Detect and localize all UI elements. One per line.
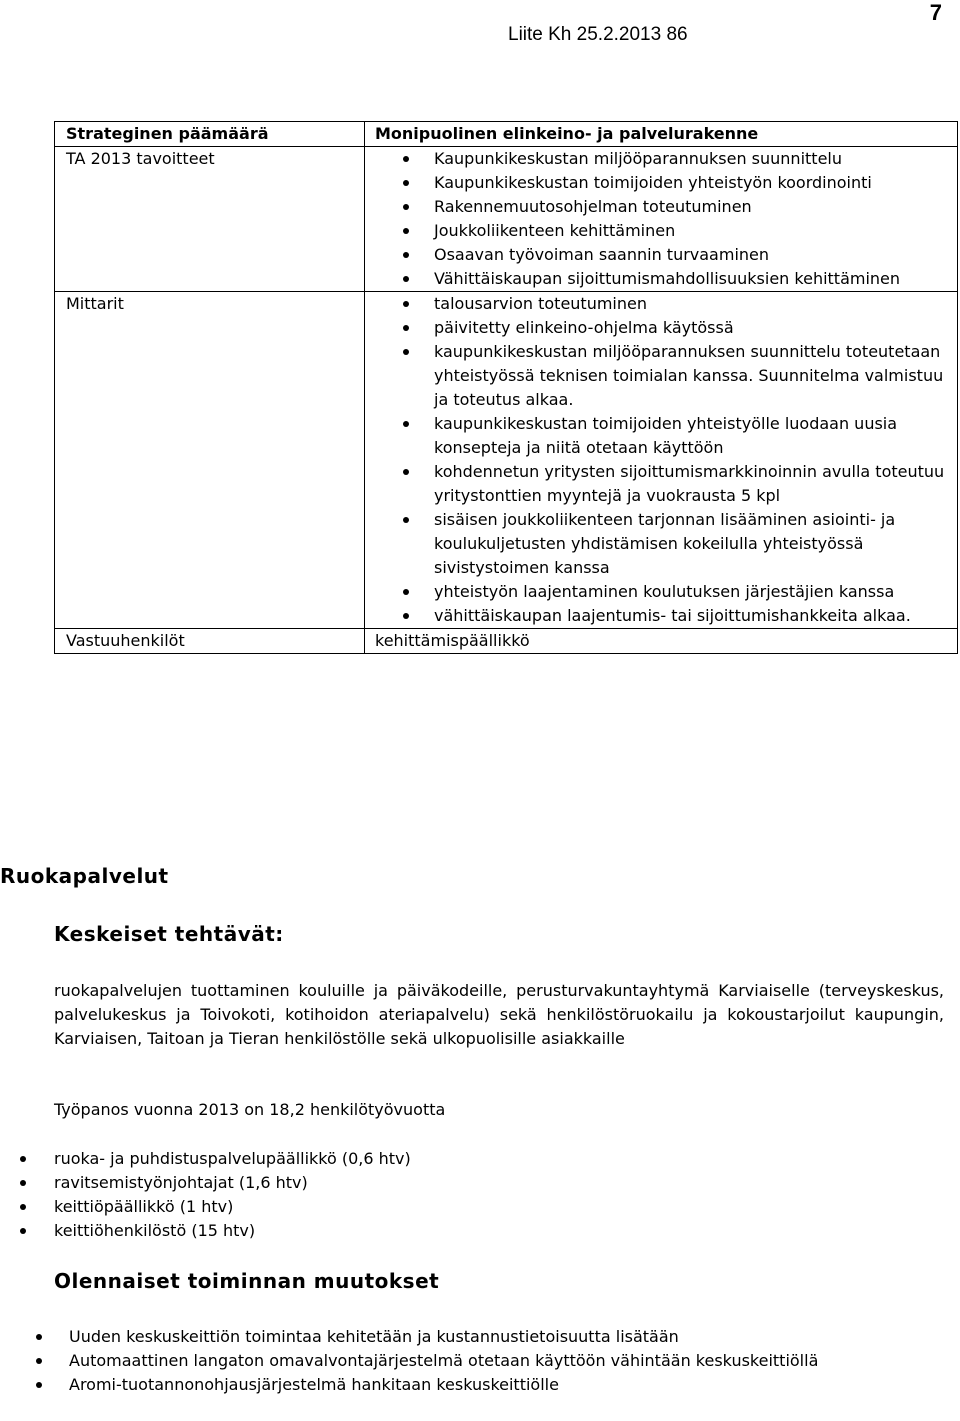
key-tasks-text: ruokapalvelujen tuottaminen kouluille ja päiväkodeille, perusturvakuntayhtymä Karviaiselle (terveyskeskus, palvelukeskus ja Toivokoti, kotihoidon ateriapalvelu) sekä henkilöstöruokailu ja kokoustarjoilut kaupungin, Karviaisen, Taitoan ja Tieran henkilöstölle sekä ulkopuolisille asiakkaille xyxy=(54,981,944,1048)
list-item: Uuden keskuskeittiön toimintaa kehitetään ja kustannustietoisuutta lisätään xyxy=(0,1325,900,1349)
workforce-text: Työpanos vuonna 2013 on 18,2 henkilötyövuotta xyxy=(54,1100,446,1119)
changes-heading: Olennaiset toiminnan muutokset xyxy=(54,1269,440,1293)
table-row xyxy=(55,292,958,629)
list-item: keittiöhenkilöstö (15 htv) xyxy=(0,1219,411,1243)
list-item: ravitsemistyönjohtajat (1,6 htv) xyxy=(0,1171,411,1195)
table-row xyxy=(55,122,958,147)
strategic-goal-label: Strateginen päämäärä xyxy=(55,122,365,147)
key-tasks-heading: Keskeiset tehtävät: xyxy=(54,922,284,946)
responsible-label: Vastuuhenkilöt xyxy=(55,629,365,654)
list-item: kaupunkikeskustan miljööparannuksen suunnittelu toteutetaan yhteistyössä teknisen toimialan kanssa. Suunnitelma valmistuu ja toteutus alkaa. xyxy=(365,340,957,412)
list-item: Kaupunkikeskustan miljööparannuksen suunnittelu xyxy=(365,147,957,171)
list-item: Vähittäiskaupan sijoittumismahdollisuuksien kehittäminen xyxy=(365,267,957,291)
header-reference: Liite Kh 25.2.2013 86 xyxy=(508,24,688,45)
list-item: päivitetty elinkeino-ohjelma käytössä xyxy=(365,316,957,340)
list-item: vähittäiskaupan laajentumis- tai sijoittumishankkeita alkaa. xyxy=(365,604,957,628)
list-item: kohdennetun yritysten sijoittumismarkkinoinnin avulla toteutuu yritystonttien myyntejä ja vuokrausta 5 kpl xyxy=(365,460,957,508)
table-row xyxy=(55,629,958,654)
metrics-cell xyxy=(365,292,958,629)
page-number: 7 xyxy=(929,0,942,25)
list-item: Joukkoliikenteen kehittäminen xyxy=(365,219,957,243)
goals-cell xyxy=(365,147,958,292)
list-item: yhteistyön laajentaminen koulutuksen järjestäjien kanssa xyxy=(365,580,957,604)
list-item: Osaavan työvoiman saannin turvaaminen xyxy=(365,243,957,267)
list-item: talousarvion toteutuminen xyxy=(365,292,957,316)
changes-list xyxy=(0,1325,900,1397)
list-item: keittiöpäällikkö (1 htv) xyxy=(0,1195,411,1219)
metrics-label: Mittarit xyxy=(55,292,365,629)
strategy-table xyxy=(54,121,958,654)
strategic-goal-value: Monipuolinen elinkeino- ja palvelurakenne xyxy=(365,122,958,147)
list-item: ruoka- ja puhdistuspalvelupäällikkö (0,6 htv) xyxy=(0,1147,411,1171)
goals-label: TA 2013 tavoitteet xyxy=(55,147,365,292)
staff-list xyxy=(0,1147,411,1243)
section-title: Ruokapalvelut xyxy=(0,864,169,888)
table-row xyxy=(55,147,958,292)
metrics-list xyxy=(365,292,957,628)
list-item: Rakennemuutosohjelman toteutuminen xyxy=(365,195,957,219)
list-item: Kaupunkikeskustan toimijoiden yhteistyön koordinointi xyxy=(365,171,957,195)
goals-list xyxy=(365,147,957,291)
responsible-value: kehittämispäällikkö xyxy=(365,629,958,654)
list-item: Aromi-tuotannonohjausjärjestelmä hankitaan keskuskeittiölle xyxy=(0,1373,900,1397)
list-item: sisäisen joukkoliikenteen tarjonnan lisääminen asiointi- ja koulukuljetusten yhdistämisen kokeilulla yhteistyössä sivistystoimen kanssa xyxy=(365,508,957,580)
list-item: Automaattinen langaton omavalvontajärjestelmä otetaan käyttöön vähintään keskuskeittiöllä xyxy=(0,1349,900,1373)
list-item: kaupunkikeskustan toimijoiden yhteistyölle luodaan uusia konsepteja ja niitä otetaan käyttöön xyxy=(365,412,957,460)
